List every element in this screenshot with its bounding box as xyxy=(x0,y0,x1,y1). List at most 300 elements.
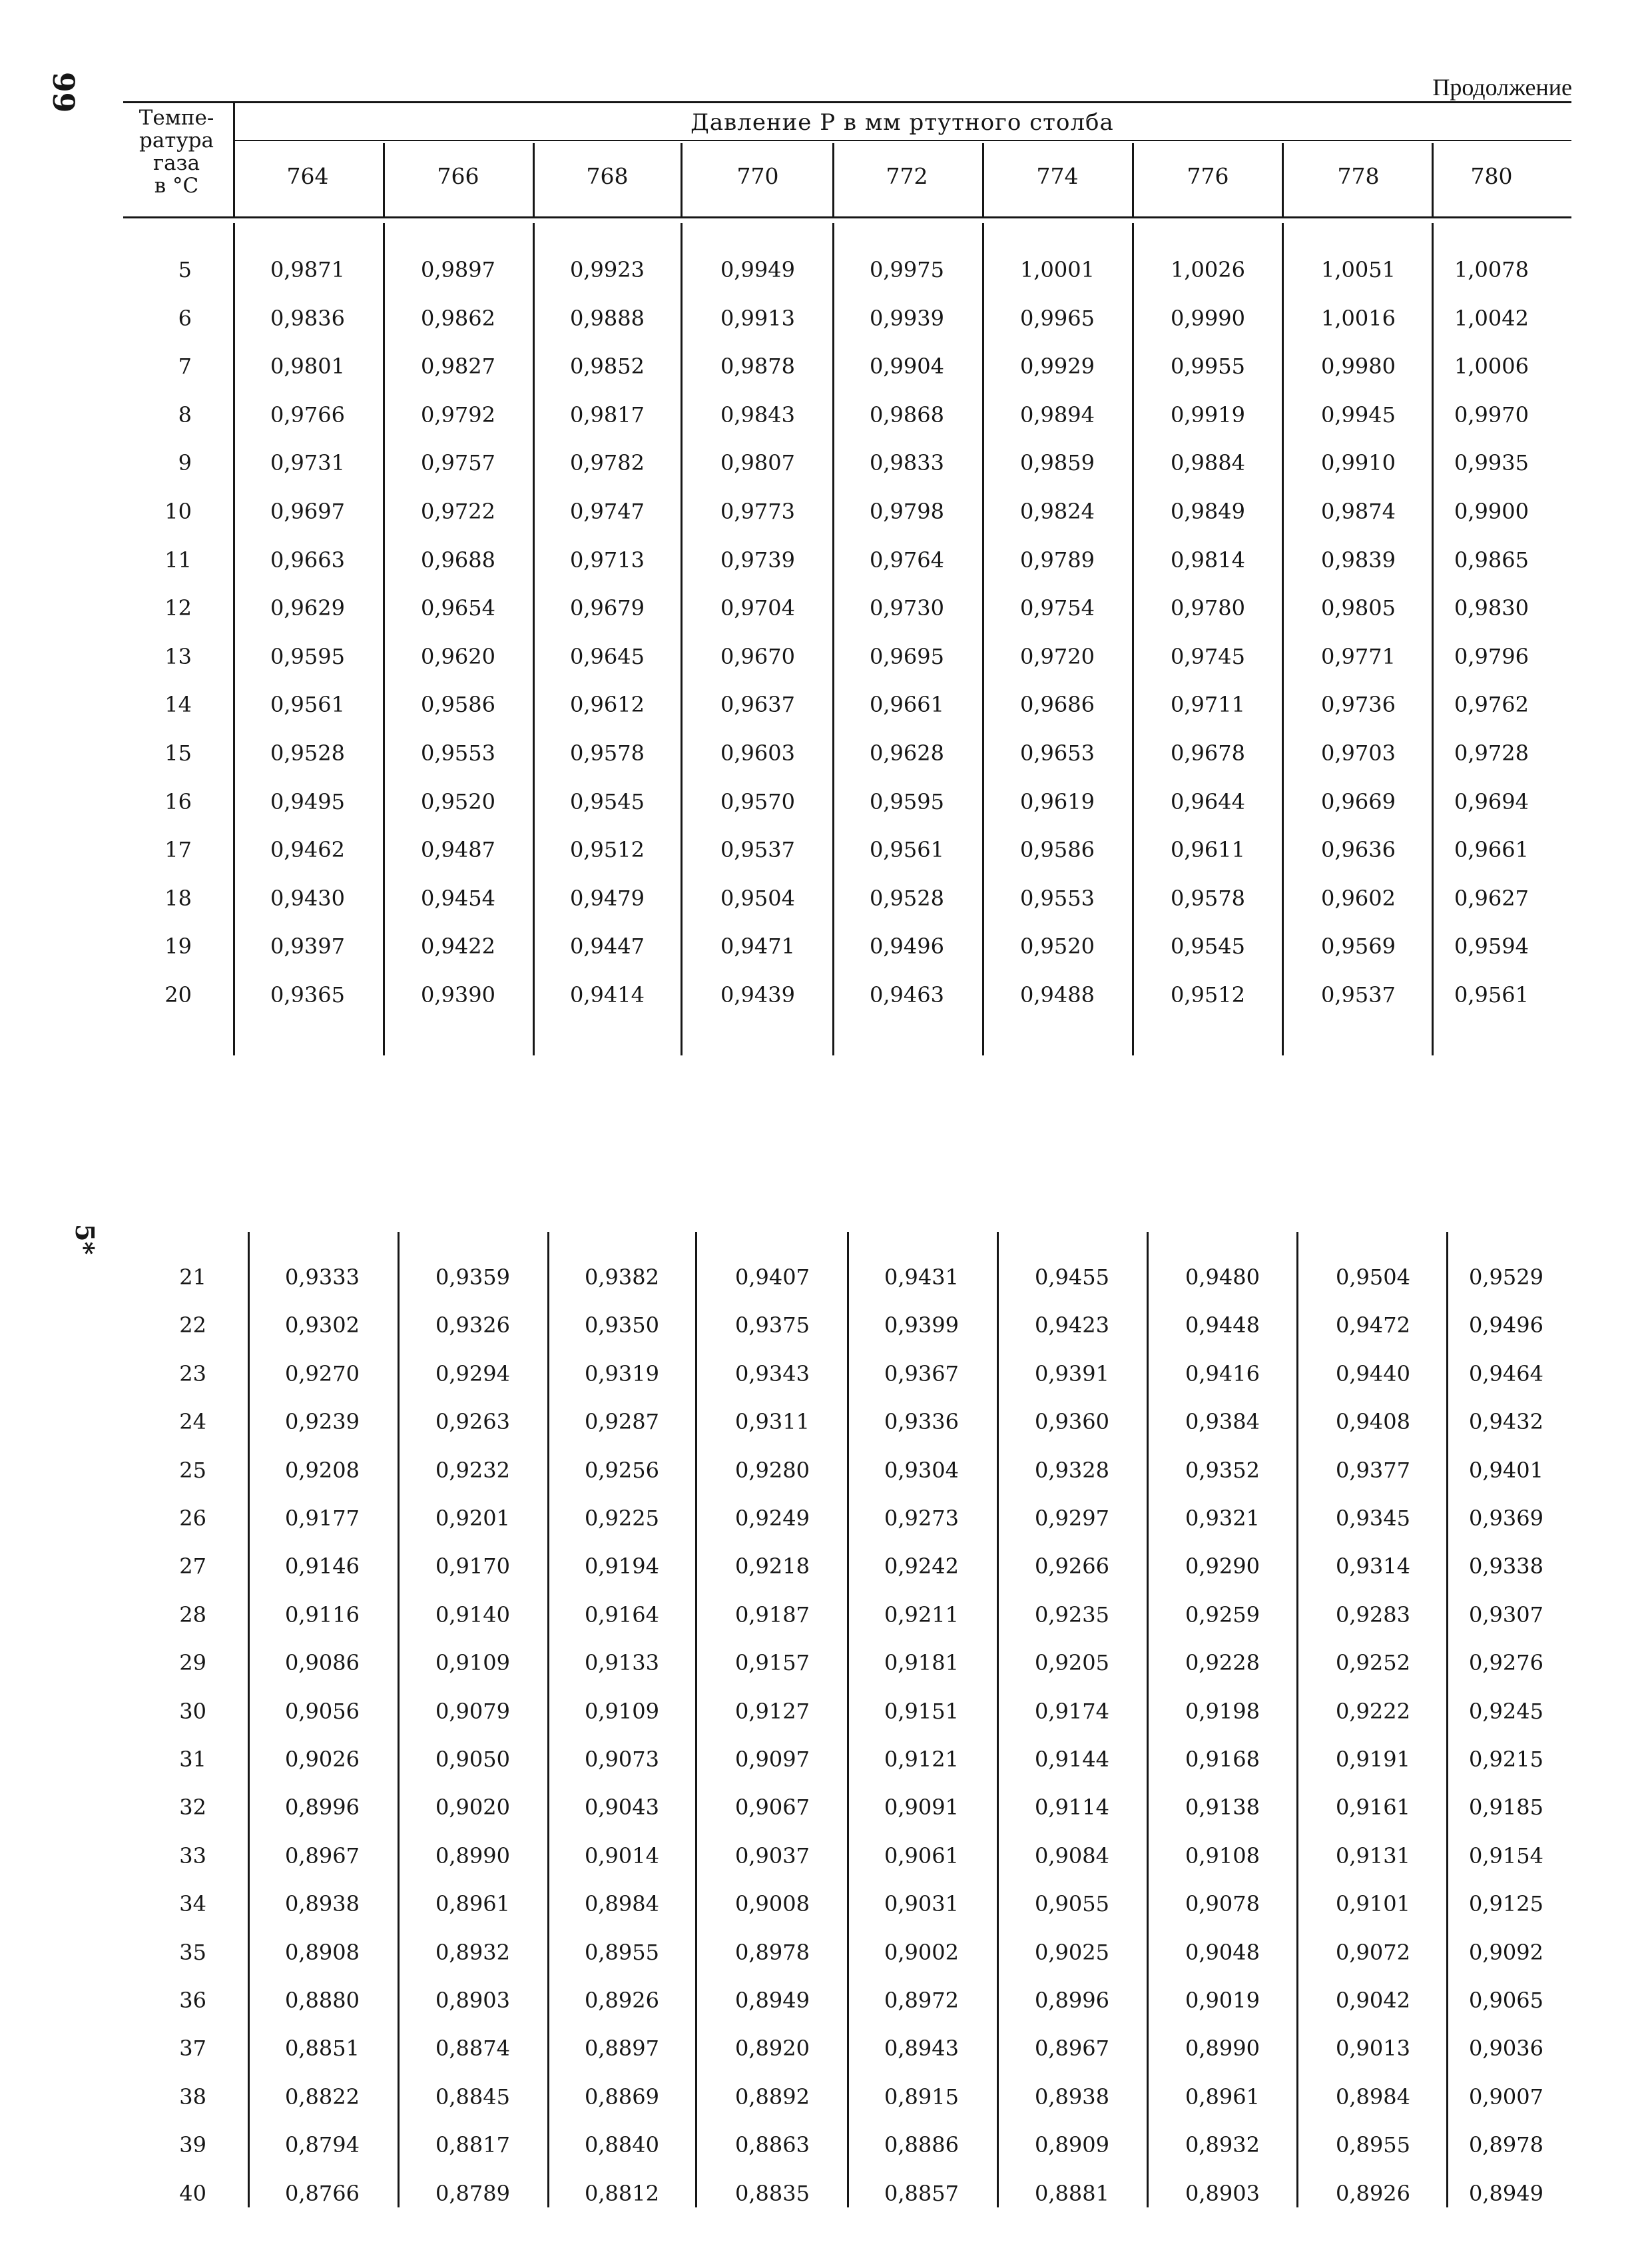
table-cell: 0,9722 xyxy=(421,499,495,524)
table-cell: 0,8857 xyxy=(884,2180,959,2206)
table-cell: 0,9283 xyxy=(1336,1601,1410,1627)
table-cell: 0,9496 xyxy=(870,934,944,960)
table-cell: 0,9720 xyxy=(1020,643,1095,669)
table-cell: 0,9949 xyxy=(720,257,795,282)
table-cell: 0,9109 xyxy=(585,1698,659,1724)
table-cell: 0,9025 xyxy=(1035,1939,1109,1965)
temperature-cell: 36 xyxy=(179,1988,206,2013)
table-cell: 0,9239 xyxy=(285,1409,360,1435)
table-cell: 0,9092 xyxy=(1469,1939,1543,1965)
table-cell: 0,9365 xyxy=(270,982,345,1007)
temperature-cell: 29 xyxy=(179,1650,206,1676)
table-cell: 0,9408 xyxy=(1336,1409,1410,1435)
table-cell: 0,9512 xyxy=(570,837,645,863)
table-cell: 0,9432 xyxy=(1469,1409,1543,1435)
table-cell: 1,0016 xyxy=(1321,305,1396,331)
table-cell: 0,9807 xyxy=(720,450,795,476)
table-cell: 0,9975 xyxy=(870,257,944,282)
temperature-cell: 13 xyxy=(164,643,192,669)
temperature-header-line2: ратура xyxy=(138,129,214,152)
table-cell: 0,9198 xyxy=(1185,1698,1260,1724)
table-cell: 0,9570 xyxy=(720,788,795,814)
table-cell: 0,9766 xyxy=(270,402,345,427)
header-column-separator xyxy=(383,143,385,216)
table-cell: 0,9900 xyxy=(1454,499,1529,524)
table-cell: 0,9463 xyxy=(870,982,944,1007)
table-cell: 0,9904 xyxy=(870,354,944,380)
table-cell: 0,9862 xyxy=(421,305,495,331)
table-cell: 0,8812 xyxy=(585,2180,659,2206)
table-cell: 0,9528 xyxy=(870,885,944,911)
table-cell: 0,9050 xyxy=(435,1747,510,1772)
temperature-cell: 31 xyxy=(179,1747,206,1772)
table-cell: 0,9043 xyxy=(585,1795,659,1821)
table-cell: 0,9168 xyxy=(1185,1747,1260,1772)
table-cell: 0,9663 xyxy=(270,547,345,573)
table-cell: 0,9627 xyxy=(1454,885,1529,911)
column-separator xyxy=(547,1232,549,2207)
table-cell: 0,9201 xyxy=(435,1506,510,1531)
table-cell: 0,9225 xyxy=(585,1506,659,1531)
table-cell: 0,8955 xyxy=(585,1939,659,1965)
table-cell: 0,9578 xyxy=(1171,885,1245,911)
table-cell: 0,9814 xyxy=(1171,547,1245,573)
table-cell: 0,9252 xyxy=(1336,1650,1410,1676)
table-cell: 0,9688 xyxy=(421,547,495,573)
table-cell: 0,9174 xyxy=(1035,1698,1109,1724)
table-cell: 0,9311 xyxy=(735,1409,810,1435)
table-cell: 0,8955 xyxy=(1336,2132,1410,2158)
table-cell: 0,9079 xyxy=(435,1698,510,1724)
table-cell: 0,9653 xyxy=(1020,740,1095,766)
table-cell: 0,9222 xyxy=(1336,1698,1410,1724)
table-cell: 0,8881 xyxy=(1035,2180,1109,2206)
table-cell: 0,9177 xyxy=(285,1506,360,1531)
table-cell: 0,9852 xyxy=(570,354,645,380)
table-cell: 0,9390 xyxy=(421,982,495,1007)
table-cell: 0,9056 xyxy=(285,1698,360,1724)
table-cell: 0,9423 xyxy=(1035,1312,1109,1338)
table-cell: 0,9713 xyxy=(570,547,645,573)
table-cell: 0,9637 xyxy=(720,692,795,718)
temperature-cell: 22 xyxy=(179,1312,206,1338)
table-cell: 0,9218 xyxy=(735,1554,810,1579)
table-cell: 0,9042 xyxy=(1336,1988,1410,2013)
temperature-cell: 24 xyxy=(179,1409,206,1435)
table-cell: 0,9249 xyxy=(735,1506,810,1531)
pressure-column-header: 770 xyxy=(736,163,779,189)
table-cell: 0,9187 xyxy=(735,1601,810,1627)
table-cell: 0,9545 xyxy=(1171,934,1245,960)
table-cell: 0,9868 xyxy=(870,402,944,427)
table-cell: 1,0001 xyxy=(1020,257,1095,282)
temperature-cell: 8 xyxy=(178,402,192,427)
temperature-cell: 16 xyxy=(164,788,192,814)
table-cell: 0,9037 xyxy=(735,1842,810,1868)
table-cell: 0,9008 xyxy=(735,1891,810,1917)
table-cell: 0,9561 xyxy=(270,692,345,718)
table-cell: 0,9242 xyxy=(884,1554,959,1579)
table-cell: 0,9290 xyxy=(1185,1554,1260,1579)
table-cell: 0,9185 xyxy=(1469,1795,1543,1821)
table-cell: 0,8972 xyxy=(884,1988,959,2013)
temperature-cell: 10 xyxy=(164,499,192,524)
temperature-header-line3: газа xyxy=(152,151,200,175)
table-cell: 0,9007 xyxy=(1469,2084,1543,2110)
temperature-cell: 18 xyxy=(164,885,192,911)
temperature-cell: 34 xyxy=(179,1891,206,1917)
temperature-cell: 19 xyxy=(164,934,192,960)
table-cell: 0,9586 xyxy=(1020,837,1095,863)
table-cell: 1,0026 xyxy=(1171,257,1245,282)
table-cell: 0,9520 xyxy=(421,788,495,814)
column-separator xyxy=(1147,1232,1149,2207)
pressure-column-header: 776 xyxy=(1187,163,1229,189)
column-separator xyxy=(982,223,984,1055)
table-cell: 0,9595 xyxy=(870,788,944,814)
table-cell: 0,9620 xyxy=(421,643,495,669)
temperature-cell: 38 xyxy=(179,2084,206,2110)
table-cell: 0,9205 xyxy=(1035,1650,1109,1676)
table-cell: 0,9245 xyxy=(1469,1698,1543,1724)
table-cell: 0,9736 xyxy=(1321,692,1396,718)
temperature-cell: 5 xyxy=(178,257,192,282)
table-cell: 0,9757 xyxy=(421,450,495,476)
table-cell: 0,9084 xyxy=(1035,1842,1109,1868)
table-cell: 0,9612 xyxy=(570,692,645,718)
table-cell: 0,9830 xyxy=(1454,595,1529,621)
table-cell: 0,9430 xyxy=(270,885,345,911)
table-cell: 0,8949 xyxy=(735,1988,810,2013)
table-cell: 0,9730 xyxy=(870,595,944,621)
table-cell: 0,9146 xyxy=(285,1554,360,1579)
table-cell: 0,9836 xyxy=(270,305,345,331)
table-cell: 0,8845 xyxy=(435,2084,510,2110)
table-cell: 0,8915 xyxy=(884,2084,959,2110)
temperature-cell: 7 xyxy=(178,354,192,380)
table-cell: 0,8817 xyxy=(435,2132,510,2158)
table-cell: 0,9747 xyxy=(570,499,645,524)
column-separator xyxy=(1296,1232,1298,2207)
table-cell: 0,8990 xyxy=(435,1842,510,1868)
table-cell: 0,9537 xyxy=(720,837,795,863)
table-cell: 0,9164 xyxy=(585,1601,659,1627)
header-mid-rule xyxy=(233,140,1571,141)
table-cell: 0,9302 xyxy=(285,1312,360,1338)
table-cell: 0,9697 xyxy=(270,499,345,524)
table-cell: 0,8863 xyxy=(735,2132,810,2158)
temperature-cell: 39 xyxy=(179,2132,206,2158)
table-cell: 0,9980 xyxy=(1321,354,1396,380)
table-cell: 0,9695 xyxy=(870,643,944,669)
table-cell: 0,9013 xyxy=(1336,2036,1410,2062)
table-cell: 0,9495 xyxy=(270,788,345,814)
table-cell: 0,9528 xyxy=(270,740,345,766)
table-cell: 0,8978 xyxy=(1469,2132,1543,2158)
pressure-column-header: 772 xyxy=(886,163,928,189)
table-cell: 0,9447 xyxy=(570,934,645,960)
table-cell: 0,8909 xyxy=(1035,2132,1109,2158)
temperature-cell: 6 xyxy=(178,305,192,331)
table-cell: 0,9561 xyxy=(870,837,944,863)
table-cell: 0,9480 xyxy=(1185,1265,1260,1290)
table-cell: 0,8926 xyxy=(1336,2180,1410,2206)
table-cell: 0,9382 xyxy=(585,1265,659,1290)
column-separator xyxy=(1446,1232,1448,2207)
table-cell: 0,9553 xyxy=(421,740,495,766)
table-cell: 0,9416 xyxy=(1185,1360,1260,1386)
table-cell: 0,8967 xyxy=(285,1842,360,1868)
column-separator xyxy=(681,223,683,1055)
table-cell: 0,9422 xyxy=(421,934,495,960)
table-cell: 0,9194 xyxy=(585,1554,659,1579)
table-cell: 0,9294 xyxy=(435,1360,510,1386)
table-cell: 0,8892 xyxy=(735,2084,810,2110)
table-cell: 0,8869 xyxy=(585,2084,659,2110)
column-separator xyxy=(832,223,834,1055)
table-cell: 0,8932 xyxy=(1185,2132,1260,2158)
temperature-cell: 15 xyxy=(164,740,192,766)
table-cell: 0,9644 xyxy=(1171,788,1245,814)
table-cell: 0,9352 xyxy=(1185,1457,1260,1483)
table-cell: 0,9595 xyxy=(270,643,345,669)
pressure-header-title: Давление P в мм ртутного столба xyxy=(690,109,1114,136)
table-cell: 0,9955 xyxy=(1171,354,1245,380)
pressure-column-header: 768 xyxy=(586,163,629,189)
pressure-column-header: 766 xyxy=(437,163,479,189)
temperature-header-line1: Темпе- xyxy=(138,106,214,130)
table-cell: 0,8874 xyxy=(435,2036,510,2062)
table-cell: 0,8886 xyxy=(884,2132,959,2158)
table-cell: 0,9839 xyxy=(1321,547,1396,573)
table-cell: 0,9407 xyxy=(735,1265,810,1290)
table-cell: 0,9935 xyxy=(1454,450,1529,476)
table-cell: 0,8822 xyxy=(285,2084,360,2110)
table-cell: 0,9894 xyxy=(1020,402,1095,427)
table-cell: 0,8766 xyxy=(285,2180,360,2206)
table-cell: 0,9611 xyxy=(1171,837,1245,863)
table-cell: 0,9628 xyxy=(870,740,944,766)
pressure-column-header: 778 xyxy=(1337,163,1380,189)
table-cell: 0,9208 xyxy=(285,1457,360,1483)
table-cell: 0,9131 xyxy=(1336,1842,1410,1868)
table-cell: 0,9014 xyxy=(585,1842,659,1868)
table-cell: 0,9326 xyxy=(435,1312,510,1338)
table-cell: 0,8984 xyxy=(585,1891,659,1917)
table-cell: 0,9401 xyxy=(1469,1457,1543,1483)
signature-mark: 5* xyxy=(70,1224,100,1255)
column-separator xyxy=(847,1232,849,2207)
table-cell: 0,9594 xyxy=(1454,934,1529,960)
table-cell: 0,9280 xyxy=(735,1457,810,1483)
table-cell: 0,9764 xyxy=(870,547,944,573)
table-cell: 0,9520 xyxy=(1020,934,1095,960)
table-cell: 0,9170 xyxy=(435,1554,510,1579)
table-cell: 0,9488 xyxy=(1020,982,1095,1007)
table-cell: 0,8938 xyxy=(285,1891,360,1917)
table-cell: 0,9091 xyxy=(884,1795,959,1821)
header-column-separator xyxy=(533,143,535,216)
table-cell: 0,9545 xyxy=(570,788,645,814)
table-cell: 0,8880 xyxy=(285,1988,360,2013)
table-cell: 0,9645 xyxy=(570,643,645,669)
table-cell: 0,9273 xyxy=(884,1506,959,1531)
table-cell: 0,9154 xyxy=(1469,1842,1543,1868)
temperature-cell: 12 xyxy=(164,595,192,621)
pressure-column-header: 774 xyxy=(1036,163,1079,189)
table-cell: 0,9970 xyxy=(1454,402,1529,427)
table-cell: 0,9343 xyxy=(735,1360,810,1386)
table-cell: 0,9679 xyxy=(570,595,645,621)
table-cell: 0,8851 xyxy=(285,2036,360,2062)
table-cell: 0,9276 xyxy=(1469,1650,1543,1676)
header-column-separator xyxy=(1432,143,1434,216)
table-cell: 0,9731 xyxy=(270,450,345,476)
table-cell: 0,9661 xyxy=(1454,837,1529,863)
page-number: 99 xyxy=(46,72,80,113)
table-cell: 0,9849 xyxy=(1171,499,1245,524)
table-cell: 0,9440 xyxy=(1336,1360,1410,1386)
table-cell: 0,9512 xyxy=(1171,982,1245,1007)
table-cell: 0,9878 xyxy=(720,354,795,380)
column-separator xyxy=(533,223,535,1055)
table-cell: 0,8897 xyxy=(585,2036,659,2062)
table-cell: 0,9144 xyxy=(1035,1747,1109,1772)
table-cell: 0,9359 xyxy=(435,1265,510,1290)
table-cell: 0,9377 xyxy=(1336,1457,1410,1483)
header-column-separator xyxy=(982,143,984,216)
table-cell: 0,9297 xyxy=(1035,1506,1109,1531)
table-cell: 0,9561 xyxy=(1454,982,1529,1007)
table-cell: 0,9431 xyxy=(884,1265,959,1290)
table-cell: 0,8840 xyxy=(585,2132,659,2158)
table-cell: 0,9796 xyxy=(1454,643,1529,669)
table-cell: 0,9965 xyxy=(1020,305,1095,331)
table-cell: 0,9157 xyxy=(735,1650,810,1676)
table-cell: 0,9945 xyxy=(1321,402,1396,427)
table-cell: 0,9097 xyxy=(735,1747,810,1772)
table-cell: 0,9232 xyxy=(435,1457,510,1483)
temperature-cell: 28 xyxy=(179,1601,206,1627)
table-cell: 0,8908 xyxy=(285,1939,360,1965)
pressure-column-header: 764 xyxy=(286,163,329,189)
table-cell: 0,9888 xyxy=(570,305,645,331)
table-cell: 0,9487 xyxy=(421,837,495,863)
table-cell: 0,9101 xyxy=(1336,1891,1410,1917)
table-cell: 0,9504 xyxy=(1336,1265,1410,1290)
temperature-cell: 9 xyxy=(178,450,192,476)
table-cell: 0,8903 xyxy=(435,1988,510,2013)
column-separator xyxy=(997,1232,999,2207)
header-column-separator xyxy=(233,101,235,216)
table-cell: 0,9745 xyxy=(1171,643,1245,669)
table-cell: 0,9328 xyxy=(1035,1457,1109,1483)
table-cell: 0,9859 xyxy=(1020,450,1095,476)
table-cell: 0,8949 xyxy=(1469,2180,1543,2206)
table-cell: 0,9121 xyxy=(884,1747,959,1772)
table-cell: 0,8943 xyxy=(884,2036,959,2062)
table-cell: 0,9191 xyxy=(1336,1747,1410,1772)
table-cell: 0,9910 xyxy=(1321,450,1396,476)
table-cell: 0,9703 xyxy=(1321,740,1396,766)
table-cell: 0,8990 xyxy=(1185,2036,1260,2062)
temperature-cell: 14 xyxy=(164,692,192,718)
table-cell: 0,9454 xyxy=(421,885,495,911)
table-cell: 0,9529 xyxy=(1469,1265,1543,1290)
table-cell: 0,9629 xyxy=(270,595,345,621)
table-cell: 0,9824 xyxy=(1020,499,1095,524)
table-cell: 0,8938 xyxy=(1035,2084,1109,2110)
table-cell: 0,9065 xyxy=(1469,1988,1543,2013)
table-cell: 0,9728 xyxy=(1454,740,1529,766)
table-cell: 0,9133 xyxy=(585,1650,659,1676)
table-cell: 0,8789 xyxy=(435,2180,510,2206)
table-cell: 0,9367 xyxy=(884,1360,959,1386)
header-column-separator xyxy=(1282,143,1284,216)
temperature-cell: 26 xyxy=(179,1506,206,1531)
table-cell: 0,9256 xyxy=(585,1457,659,1483)
table-cell: 0,8996 xyxy=(285,1795,360,1821)
table-cell: 0,9654 xyxy=(421,595,495,621)
table-cell: 0,9263 xyxy=(435,1409,510,1435)
table-cell: 0,9455 xyxy=(1035,1265,1109,1290)
table-cell: 0,9661 xyxy=(870,692,944,718)
table-cell: 0,8961 xyxy=(435,1891,510,1917)
table-cell: 0,9990 xyxy=(1171,305,1245,331)
continuation-label: Продолжение xyxy=(1432,74,1572,101)
table-cell: 0,9116 xyxy=(285,1601,360,1627)
table-cell: 0,9762 xyxy=(1454,692,1529,718)
header-bottom-rule xyxy=(123,216,1571,218)
table-cell: 0,9464 xyxy=(1469,1360,1543,1386)
table-cell: 0,9002 xyxy=(884,1939,959,1965)
table-cell: 1,0078 xyxy=(1454,257,1529,282)
table-cell: 0,9865 xyxy=(1454,547,1529,573)
table-cell: 0,9319 xyxy=(585,1360,659,1386)
table-cell: 0,8794 xyxy=(285,2132,360,2158)
table-cell: 0,9369 xyxy=(1469,1506,1543,1531)
table-cell: 0,9669 xyxy=(1321,788,1396,814)
table-cell: 0,9603 xyxy=(720,740,795,766)
table-cell: 0,9399 xyxy=(884,1312,959,1338)
table-cell: 0,9360 xyxy=(1035,1409,1109,1435)
table-cell: 0,9817 xyxy=(570,402,645,427)
table-cell: 0,9448 xyxy=(1185,1312,1260,1338)
table-cell: 0,8932 xyxy=(435,1939,510,1965)
table-cell: 0,9780 xyxy=(1171,595,1245,621)
table-cell: 0,9345 xyxy=(1336,1506,1410,1531)
temperature-cell: 27 xyxy=(179,1554,206,1579)
table-cell: 0,9397 xyxy=(270,934,345,960)
temperature-cell: 32 xyxy=(179,1795,206,1821)
column-separator xyxy=(398,1232,400,2207)
table-cell: 0,9140 xyxy=(435,1601,510,1627)
table-cell: 0,9336 xyxy=(884,1409,959,1435)
table-cell: 0,9350 xyxy=(585,1312,659,1338)
table-cell: 0,9151 xyxy=(884,1698,959,1724)
temperature-cell: 33 xyxy=(179,1842,206,1868)
table-cell: 0,9496 xyxy=(1469,1312,1543,1338)
column-separator xyxy=(1132,223,1134,1055)
table-cell: 0,9897 xyxy=(421,257,495,282)
temperature-cell: 35 xyxy=(179,1939,206,1965)
pressure-column-header: 780 xyxy=(1470,163,1513,189)
table-cell: 0,8961 xyxy=(1185,2084,1260,2110)
table-cell: 0,9678 xyxy=(1171,740,1245,766)
temperature-cell: 37 xyxy=(179,2036,206,2062)
table-cell: 0,9061 xyxy=(884,1842,959,1868)
table-cell: 0,9259 xyxy=(1185,1601,1260,1627)
